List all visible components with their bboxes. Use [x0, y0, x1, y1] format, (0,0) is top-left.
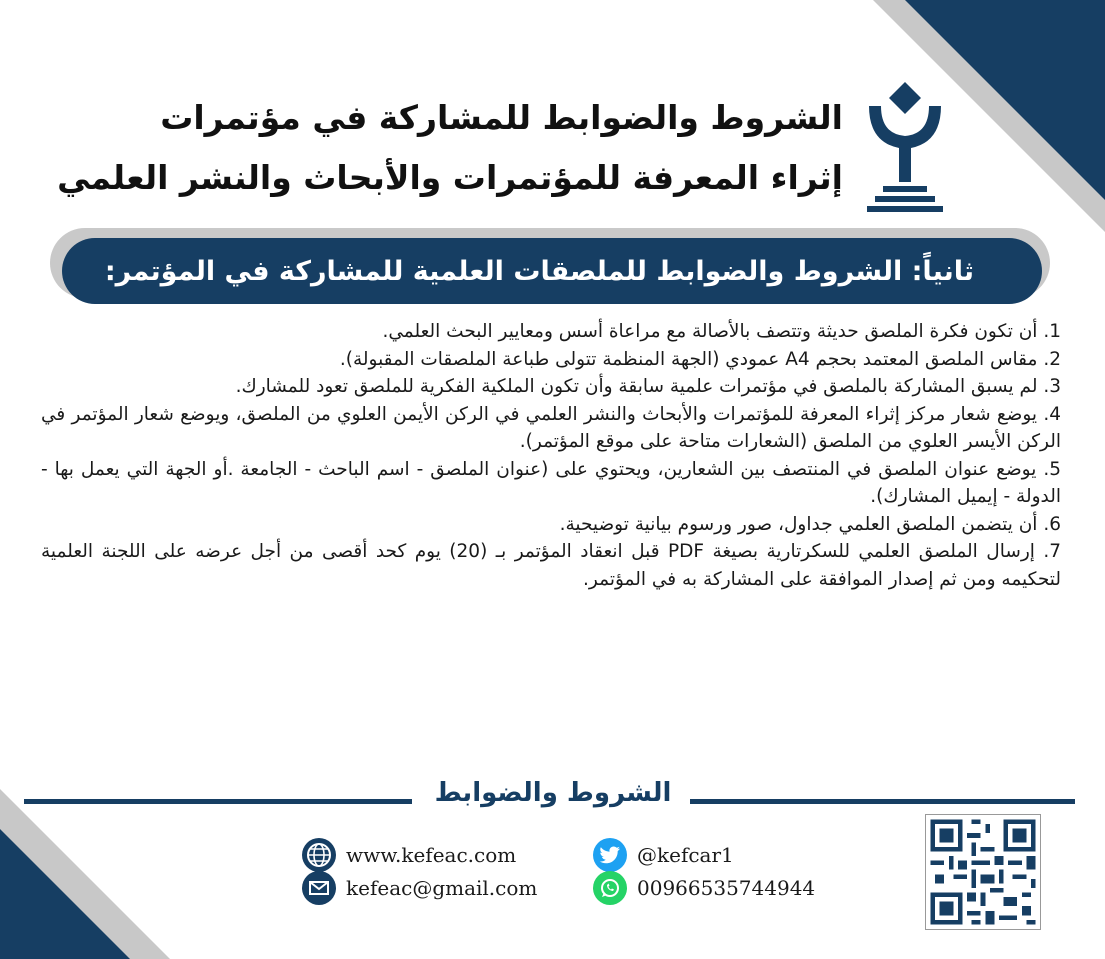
rule-item: 1. أن تكون فكرة الملصق حديثة وتتصف بالأصالة مع مراعاة أسس ومعايير البحث العلمي.	[382, 321, 1061, 342]
qr-code[interactable]	[925, 814, 1041, 930]
page-title-line1: الشروط والضوابط للمشاركة في مؤتمرات	[160, 98, 843, 137]
whatsapp-number[interactable]: 00966535744944	[637, 876, 816, 900]
footer-divider-right	[690, 799, 1075, 804]
whatsapp-icon	[593, 871, 627, 905]
globe-icon	[302, 838, 336, 872]
rule-item: 2. مقاس الملصق المعتمد بحجم A4 عمودي (الجهة المنظمة تتولى طباعة الملصقات المقبولة).	[339, 348, 1061, 370]
email-contact[interactable]	[302, 871, 537, 905]
website-link[interactable]: www.kefeac.com	[346, 843, 517, 867]
rule-item: 3. لم يسبق المشاركة بالملصق في مؤتمرات علمية سابقة وأن تكون الملكية الفكرية للملصق تعود للمشارك.	[235, 376, 1061, 397]
twitter-handle[interactable]: @kefcar1	[637, 843, 734, 867]
email-link[interactable]: kefeac@gmail.com	[346, 876, 538, 900]
rules-list	[41, 318, 1061, 593]
mail-icon	[302, 871, 336, 905]
section-banner	[62, 238, 1042, 304]
footer-title: الشروط والضوابط	[434, 778, 672, 808]
section-banner-text: ثانياً: الشروط والضوابط للملصقات العلمية للمشاركة في المؤتمر:	[104, 255, 974, 287]
corner-decoration-bottom-left-navy	[0, 829, 130, 959]
twitter-contact[interactable]	[593, 838, 734, 872]
center-logo	[865, 82, 945, 212]
website-contact[interactable]	[302, 838, 516, 872]
rule-item: 6. أن يتضمن الملصق العلمي جداول، صور ورسوم بيانية توضيحية.	[559, 513, 1061, 535]
footer-divider-left	[24, 799, 412, 804]
rule-item: 5. يوضع عنوان الملصق في المنتصف بين الشعارين، ويحتوي على (عنوان الملصق - اسم الباحث - الجامعة .أو الجهة التي يعمل بها - الدولة - إيميل المشارك).	[41, 458, 1061, 507]
page-title-line2: إثراء المعرفة للمؤتمرات والأبحاث والنشر العلمي	[57, 158, 843, 197]
whatsapp-contact[interactable]	[593, 871, 815, 905]
twitter-icon	[593, 838, 627, 872]
rule-item: 7. إرسال الملصق العلمي للسكرتارية بصيغة PDF قبل انعقاد المؤتمر بـ (20) يوم كحد أقصى من أجل عرضه على اللجنة العلمية لتحكيمه ومن ثم إصدار الموافقة على المشاركة به في المؤتمر.	[41, 541, 1061, 590]
rule-item: 4. يوضع شعار مركز إثراء المعرفة للمؤتمرات والأبحاث والنشر العلمي في الركن الأيمن العلوي من الملصق، ويوضع شعار المؤتمر في الركن الأيسر العلوي من الملصق (الشعارات متاحة على موقع المؤتمر).	[41, 403, 1061, 452]
